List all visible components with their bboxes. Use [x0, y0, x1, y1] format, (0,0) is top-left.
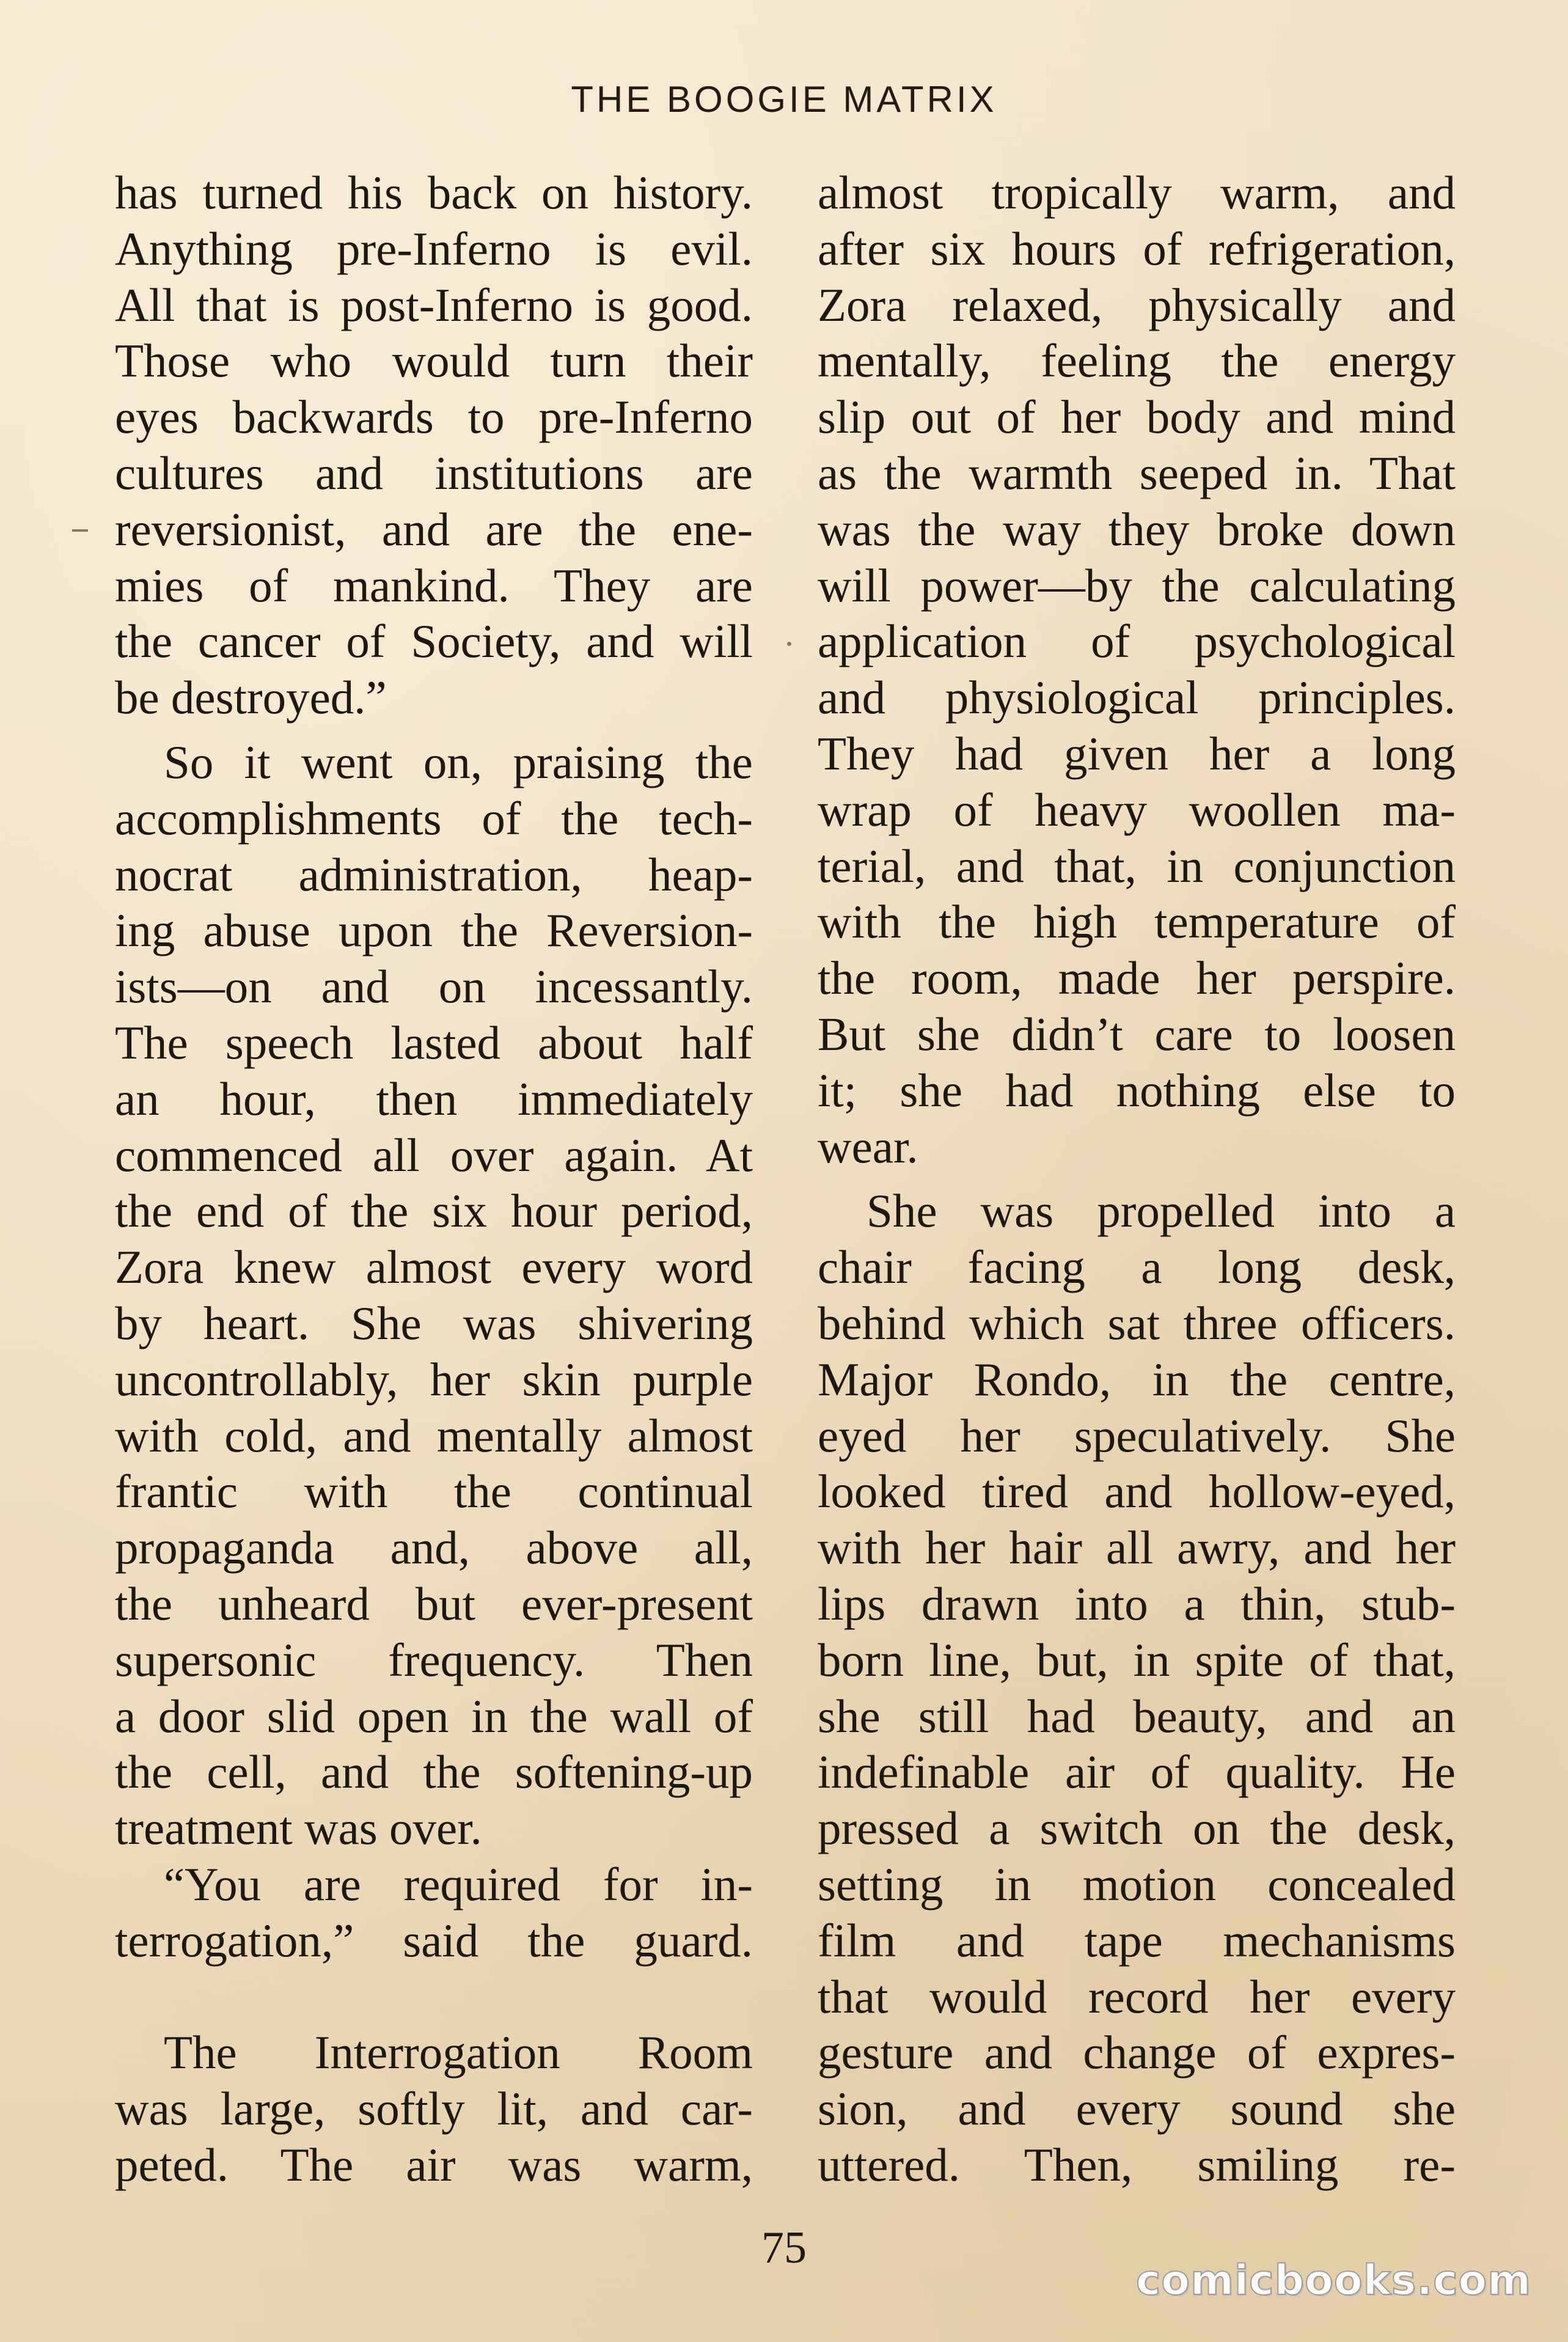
text-line: that would record her every [818, 1970, 1456, 2023]
text-line: eyed her speculatively. She [818, 1409, 1456, 1462]
text-line: accomplishments of the tech- [115, 791, 753, 845]
text-line: with her hair all awry, and her [818, 1521, 1456, 1574]
text-line: will power—by the calculating [818, 559, 1456, 612]
text-line: the unheard but ever-present [115, 1577, 753, 1630]
page-number: 75 [761, 2223, 807, 2273]
paragraph-gap [818, 1175, 1456, 1183]
margin-mark [787, 642, 791, 646]
text-line: application of psychological [818, 615, 1456, 668]
text-line: cultures and institutions are [115, 446, 753, 499]
text-line: was the way they broke down [818, 502, 1456, 556]
text-line: a door slid open in the wall of [115, 1689, 753, 1742]
text-line: with the high temperature of [818, 895, 1456, 949]
text-line: the room, made her perspire. [818, 952, 1456, 1005]
text-line: “You are required for in- [164, 1857, 753, 1911]
text-line: the end of the six hour period, [115, 1184, 753, 1238]
text-line: by heart. She was shivering [115, 1296, 753, 1349]
text-line: mentally, feeling the energy [818, 334, 1456, 387]
text-line: supersonic frequency. Then [115, 1633, 753, 1686]
text-line: uttered. Then, smiling re- [818, 2138, 1456, 2191]
text-line: Zora relaxed, physically and [818, 278, 1456, 331]
text-line: it; she had nothing else to [818, 1063, 1456, 1117]
text-line: sion, and every sound she [818, 2082, 1456, 2135]
text-line: ing abuse upon the Reversion- [115, 904, 753, 957]
text-line: and physiological principles. [818, 671, 1456, 724]
text-line: The Interrogation Room [164, 2026, 753, 2079]
text-line: indefinable air of quality. He [818, 1745, 1456, 1799]
running-header: THE BOOGIE MATRIX [571, 79, 997, 120]
text-line: reversionist, and are the ene- [115, 502, 753, 556]
left-text-column [115, 165, 753, 2193]
text-line: She was propelled into a [866, 1184, 1456, 1238]
text-line: slip out of her body and mind [818, 391, 1456, 444]
right-text-column [818, 165, 1456, 2193]
text-line: nocrat administration, heap- [115, 848, 753, 901]
margin-mark [72, 529, 88, 532]
text-line: with cold, and mentally almost [115, 1409, 753, 1462]
text-line: the cancer of Society, and will [115, 615, 753, 668]
watermark-logo: comicbooks.com [1135, 2256, 1531, 2305]
text-line: The speech lasted about half [115, 1016, 753, 1069]
text-line: the cell, and the softening-up [115, 1745, 753, 1799]
paragraph-gap [115, 726, 753, 735]
text-line: pressed a switch on the desk, [818, 1802, 1456, 1855]
text-line: But she didn’t care to loosen [818, 1007, 1456, 1060]
text-line: after six hours of refrigeration, [818, 222, 1456, 275]
text-line: All that is post-Inferno is good. [115, 278, 753, 331]
text-line: setting in motion concealed [818, 1857, 1456, 1911]
text-line: ists—on and on incessantly. [115, 960, 753, 1013]
text-line: terial, and that, in conjunction [818, 839, 1456, 892]
text-line: film and tape mechanisms [818, 1914, 1456, 1967]
text-line: Zora knew almost every word [115, 1241, 753, 1294]
text-line: was large, softly lit, and car- [115, 2082, 753, 2135]
text-line: treatment was over. [115, 1802, 482, 1855]
text-line: lips drawn into a thin, stub- [818, 1577, 1456, 1630]
text-line: eyes backwards to pre-Inferno [115, 391, 753, 444]
text-line: Major Rondo, in the centre, [818, 1353, 1456, 1406]
section-break [115, 1969, 753, 2025]
text-line: has turned his back on history. [115, 166, 753, 219]
text-line: So it went on, praising the [164, 735, 753, 788]
text-line: uncontrollably, her skin purple [115, 1353, 753, 1406]
text-line: Those who would turn their [115, 334, 753, 387]
text-line: They had given her a long [818, 727, 1456, 780]
text-line: frantic with the continual [115, 1465, 753, 1518]
text-line: looked tired and hollow-eyed, [818, 1465, 1456, 1518]
text-line: almost tropically warm, and [818, 166, 1456, 219]
text-line: commenced all over again. At [115, 1128, 753, 1181]
text-line: terrogation,” said the guard. [115, 1914, 753, 1967]
text-line: peted. The air was warm, [115, 2138, 753, 2191]
text-line: chair facing a long desk, [818, 1241, 1456, 1294]
text-line: Anything pre-Inferno is evil. [115, 222, 753, 275]
text-line: be destroyed.” [115, 671, 387, 724]
text-line: an hour, then immediately [115, 1072, 753, 1125]
text-line: propaganda and, above all, [115, 1521, 753, 1574]
text-line: she still had beauty, and an [818, 1689, 1456, 1742]
text-line: as the warmth seeped in. That [818, 446, 1456, 499]
text-line: born line, but, in spite of that, [818, 1633, 1456, 1686]
text-line: mies of mankind. They are [115, 559, 753, 612]
text-line: gesture and change of expres- [818, 2026, 1456, 2079]
text-line: wrap of heavy woollen ma- [818, 783, 1456, 836]
text-line: wear. [818, 1120, 918, 1173]
text-line: behind which sat three officers. [818, 1296, 1456, 1349]
